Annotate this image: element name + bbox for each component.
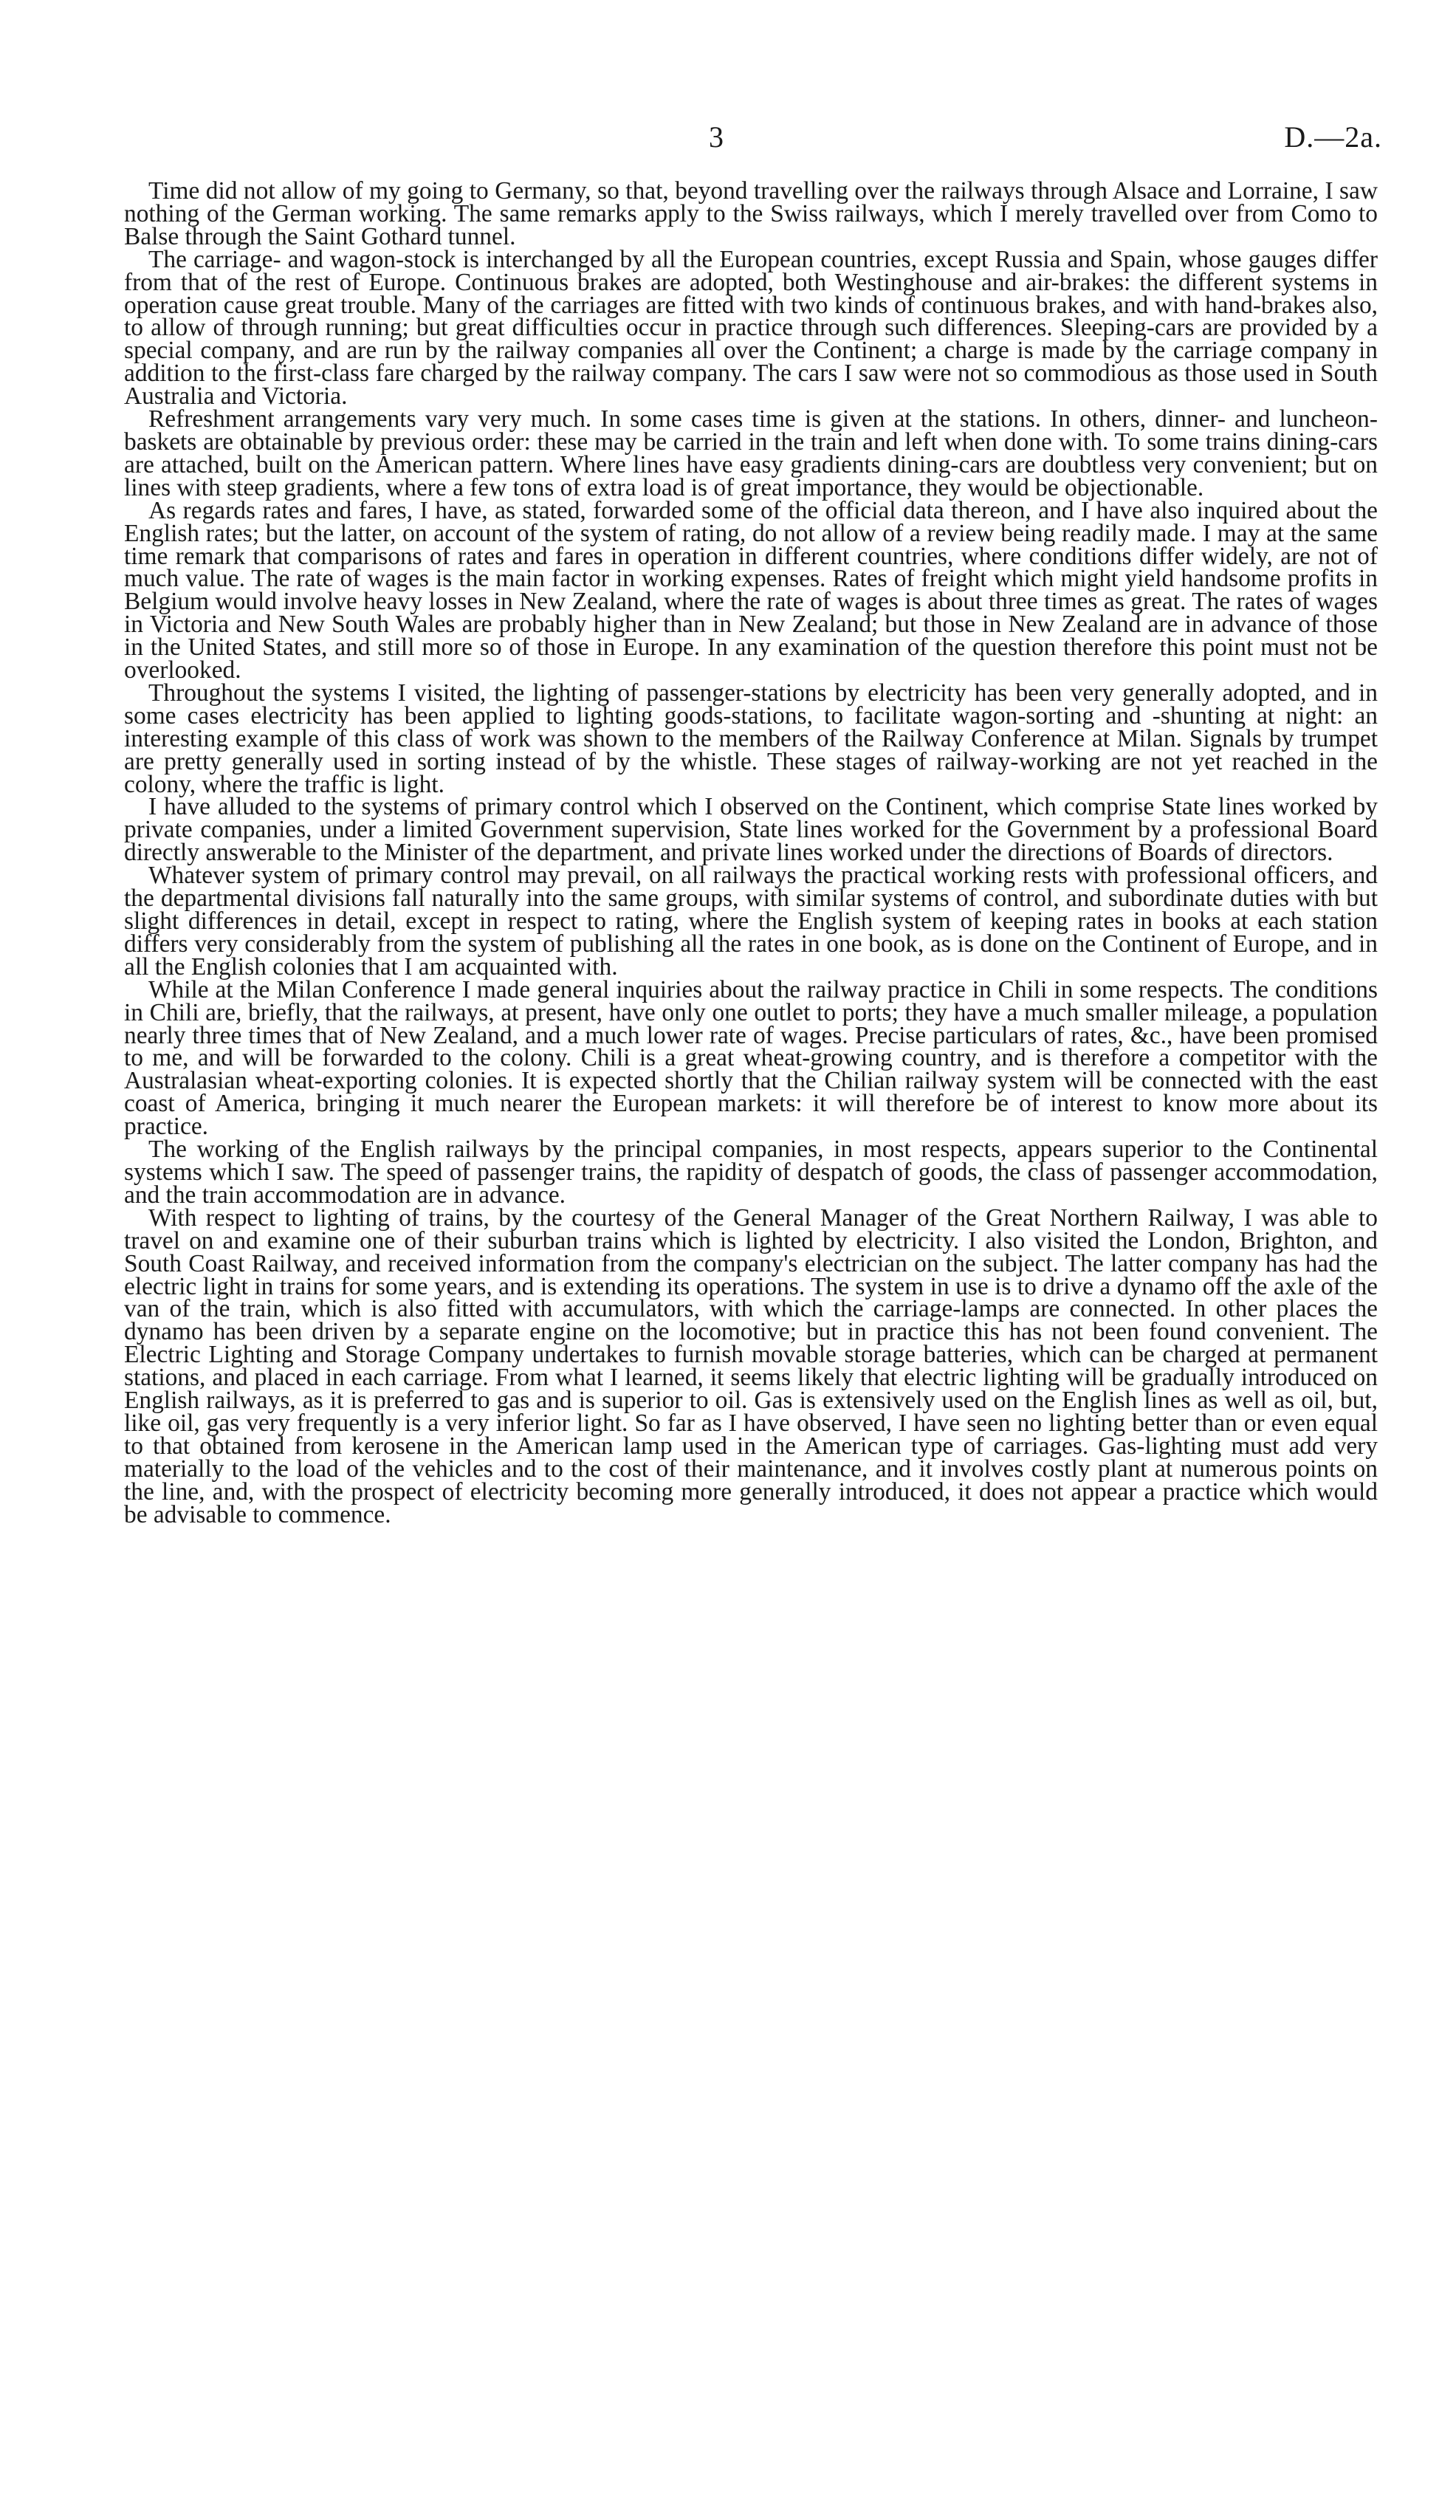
body-text	[124, 177, 1378, 1528]
paragraph-train-lighting: With respect to lighting of trains, by the courtesy of the General Manager of the Great Northern Railway, I was able to travel on and examine one of their suburban trains which is lighted by electricity. I also visited the London, Brighton, and South Coast Railway, and received information from the company's electrician on the subject. The latter company has had the electric light in trains for some years, and is extending its operations. The system in use is to drive a dynamo off the axle of the van of the train, which is also fitted with accumulators, with which the carriage-lamps are connected. In other places the dynamo has been driven by a separate engine on the locomotive; but in practice this has not been found convenient. The Electric Lighting and Storage Company undertakes to furnish movable storage batteries, which can be charged at permanent stations, and placed in each carriage. From what I learned, it seems likely that electric lighting will be gradually introduced on English railways, as it is preferred to gas and is superior to oil. Gas is extensively used on the English lines as well as oil, but, like oil, gas very frequently is a very inferior light. So far as I have observed, I have seen no lighting better than or even equal to that obtained from kerosene in the American lamp used in the American type of carriages. Gas-lighting must add very materially to the load of the vehicles and to the cost of their maintenance, and it involves costly plant at numerous points on the line, and, with the prospect of electricity becoming more generally introduced, it does not appear a practice which would be advisable to commence.	[124, 1204, 1378, 1528]
paragraph-refreshment: Refreshment arrangements vary very much. In some cases time is given at the stations. In others, dinner- and luncheon-baskets are obtainable by previous order: these may be carried in the train and left when done with. To some trains dining-cars are attached, built on the American pattern. Where lines have easy gradients dining-cars are doubtless very convenient; but on lines with steep gradients, where a few tons of extra load is of great importance, they would be objectionable.	[124, 405, 1378, 501]
paragraph-station-lighting: Throughout the systems I visited, the lighting of passenger-stations by electricity has been very generally adopted, and in some cases electricity has been applied to lighting goods-stations, to facilitate wagon-sorting and -shunting at night: an interesting example of this class of work was shown to the members of the Railway Conference at Milan. Signals by trumpet are pretty generally used in sorting instead of by the whistle. These stages of railway-working are not yet reached in the colony, where the traffic is light.	[124, 679, 1378, 798]
paragraph-professional-officers: Whatever system of primary control may prevail, on all railways the practical working rests with professional officers, and the departmental divisions fall naturally into the same groups, with similar systems of control, and subordinate duties with but slight differences in detail, except in respect to rating, where the English system of keeping rates in books at each station differs very considerably from the system of publishing all the rates in one book, as is done on the Continent of Europe, and in all the English colonies that I am acquainted with.	[124, 862, 1378, 981]
page-header	[0, 111, 1456, 162]
paragraph-primary-control: I have alluded to the systems of primary control which I observed on the Continent, which comprise State lines worked by private companies, under a limited Government supervision, State lines worked for the Government by a professional Board directly answerable to the Minister of the department, and private lines worked under the directions of Boards of directors.	[124, 793, 1378, 867]
paragraph-germany-switzerland: Time did not allow of my going to Germany, so that, beyond travelling over the railways through Alsace and Lorraine, I saw nothing of the German working. The same remarks apply to the Swiss railways, which I merely travelled over from Como to Balse through the Saint Gothard tunnel.	[124, 177, 1378, 250]
paragraph-chili: While at the Milan Conference I made general inquiries about the railway practice in Chili in some respects. The conditions in Chili are, briefly, that the railways, at present, have only one outlet to ports; they have a much smaller mileage, a population nearly three times that of New Zealand, and a much lower rate of wages. Precise particulars of rates, &c., have been promised to me, and will be forwarded to the colony. Chili is a great wheat-growing country, and is therefore a competitor with the Australasian wheat-exporting colonies. It is expected shortly that the Chilian railway system will be connected with the east coast of America, bringing it much nearer the European markets: it will therefore be of interest to know more about its practice.	[124, 975, 1378, 1141]
paragraph-english-railways: The working of the English railways by the principal companies, in most respects, appears superior to the Continental systems which I saw. The speed of passenger trains, the rapidity of despatch of goods, the class of passenger accommodation, and the train accommodation are in advance.	[124, 1136, 1378, 1209]
document-reference: D.—2a.	[1284, 120, 1382, 154]
paragraph-rolling-stock: The carriage- and wagon-stock is interchanged by all the European countries, except Russia and Spain, whose gauges differ from that of the rest of Europe. Continuous brakes are adopted, both Westinghouse and air-brakes: the different systems in operation cause great trouble. Many of the carriages are fitted with two kinds of continuous brakes, and with hand-brakes also, to allow of through running; but great difficulties occur in practice through such differences. Sleeping-cars are provided by a special company, and are run by the railway companies all over the Continent; a charge is made by the carriage company in addition to the first-class fare charged by the railway company. The cars I saw were not so commodious as those used in South Australia and Victoria.	[124, 245, 1378, 411]
paragraph-rates-fares: As regards rates and fares, I have, as stated, forwarded some of the official data thereon, and I have also inquired about the English rates; but the latter, on account of the system of rating, do not allow of a review being readily made. I may at the same time remark that comparisons of rates and fares in operation in different countries, where conditions differ widely, are not of much value. The rate of wages is the main factor in working expenses. Rates of freight which might yield handsome profits in Belgium would involve heavy losses in New Zealand, where the rate of wages is about three times as great. The rates of wages in Victoria and New South Wales are probably higher than in New Zealand; but those in New Zealand are in advance of those in the United States, and still more so of those in Europe. In any examination of the question therefore this point must not be overlooked.	[124, 496, 1378, 684]
page-number: 3	[709, 120, 724, 154]
